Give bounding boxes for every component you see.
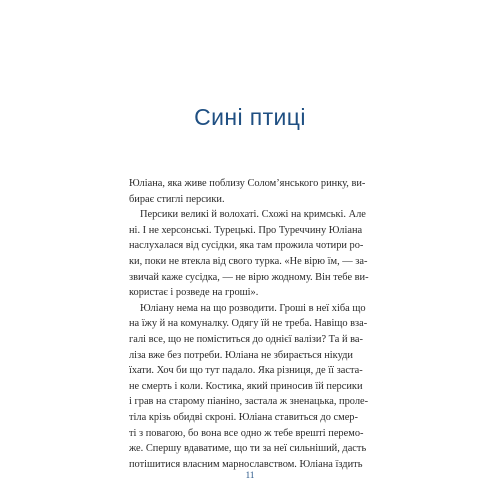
text-line: наслухалася від сусідки, яка там прожила чотири ро- bbox=[129, 240, 364, 252]
text-line: же. Спершу вдаватиме, що ти за неї сильніший, дасть bbox=[129, 443, 367, 455]
text-line: потішитися власним марнославством. Юліана їздить bbox=[129, 458, 363, 470]
text-line: ліза вже без потреби. Юліана не збирається нікуди bbox=[129, 349, 353, 361]
text-line: користає і розведе на гроші». bbox=[129, 287, 259, 299]
text-line: тіла крізь обидві скроні. Юліана ставиться до смер- bbox=[129, 411, 358, 423]
text-line: звичай каже сусідка, — не вірю жодному. Він тебе ви- bbox=[129, 271, 369, 283]
text-line: Юліану нема на що розводити. Гроші в неї хіба що bbox=[140, 302, 366, 314]
text-line: Юліана, яка живе поблизу Солом’янського ринку, ви- bbox=[129, 178, 366, 189]
body-text bbox=[129, 176, 372, 472]
text-line: Персики великі й волохаті. Схожі на кримські. Але bbox=[140, 209, 366, 221]
text-line: бирає стиглі персики. bbox=[129, 193, 225, 205]
text-line: галі все, що не поміститься до однієї валізи? Та й ва- bbox=[129, 333, 363, 345]
chapter-title: Сині птиці bbox=[194, 104, 306, 130]
text-line: на їжу й на комуналку. Одягу їй не треба. Навіщо вза- bbox=[129, 318, 368, 330]
text-line: і грав на старому піаніно, застала ж зненацька, проле- bbox=[129, 396, 369, 408]
text-line: ки, поки не втекла від свого турка. «Не вірю їм, — за- bbox=[129, 255, 368, 267]
text-line: їхати. Хоч би що тут падало. Яка різниця, де її заста- bbox=[129, 365, 363, 377]
text-line: ті з повагою, бо вона все одно ж тебе врешті перемо- bbox=[129, 427, 364, 439]
text-line: ні. І не херсонські. Турецькі. Про Туреччину Юліана bbox=[129, 224, 363, 236]
page-number: 11 bbox=[245, 470, 255, 480]
text-line: не смерть і коли. Костика, який приносив їй персики bbox=[129, 380, 363, 392]
